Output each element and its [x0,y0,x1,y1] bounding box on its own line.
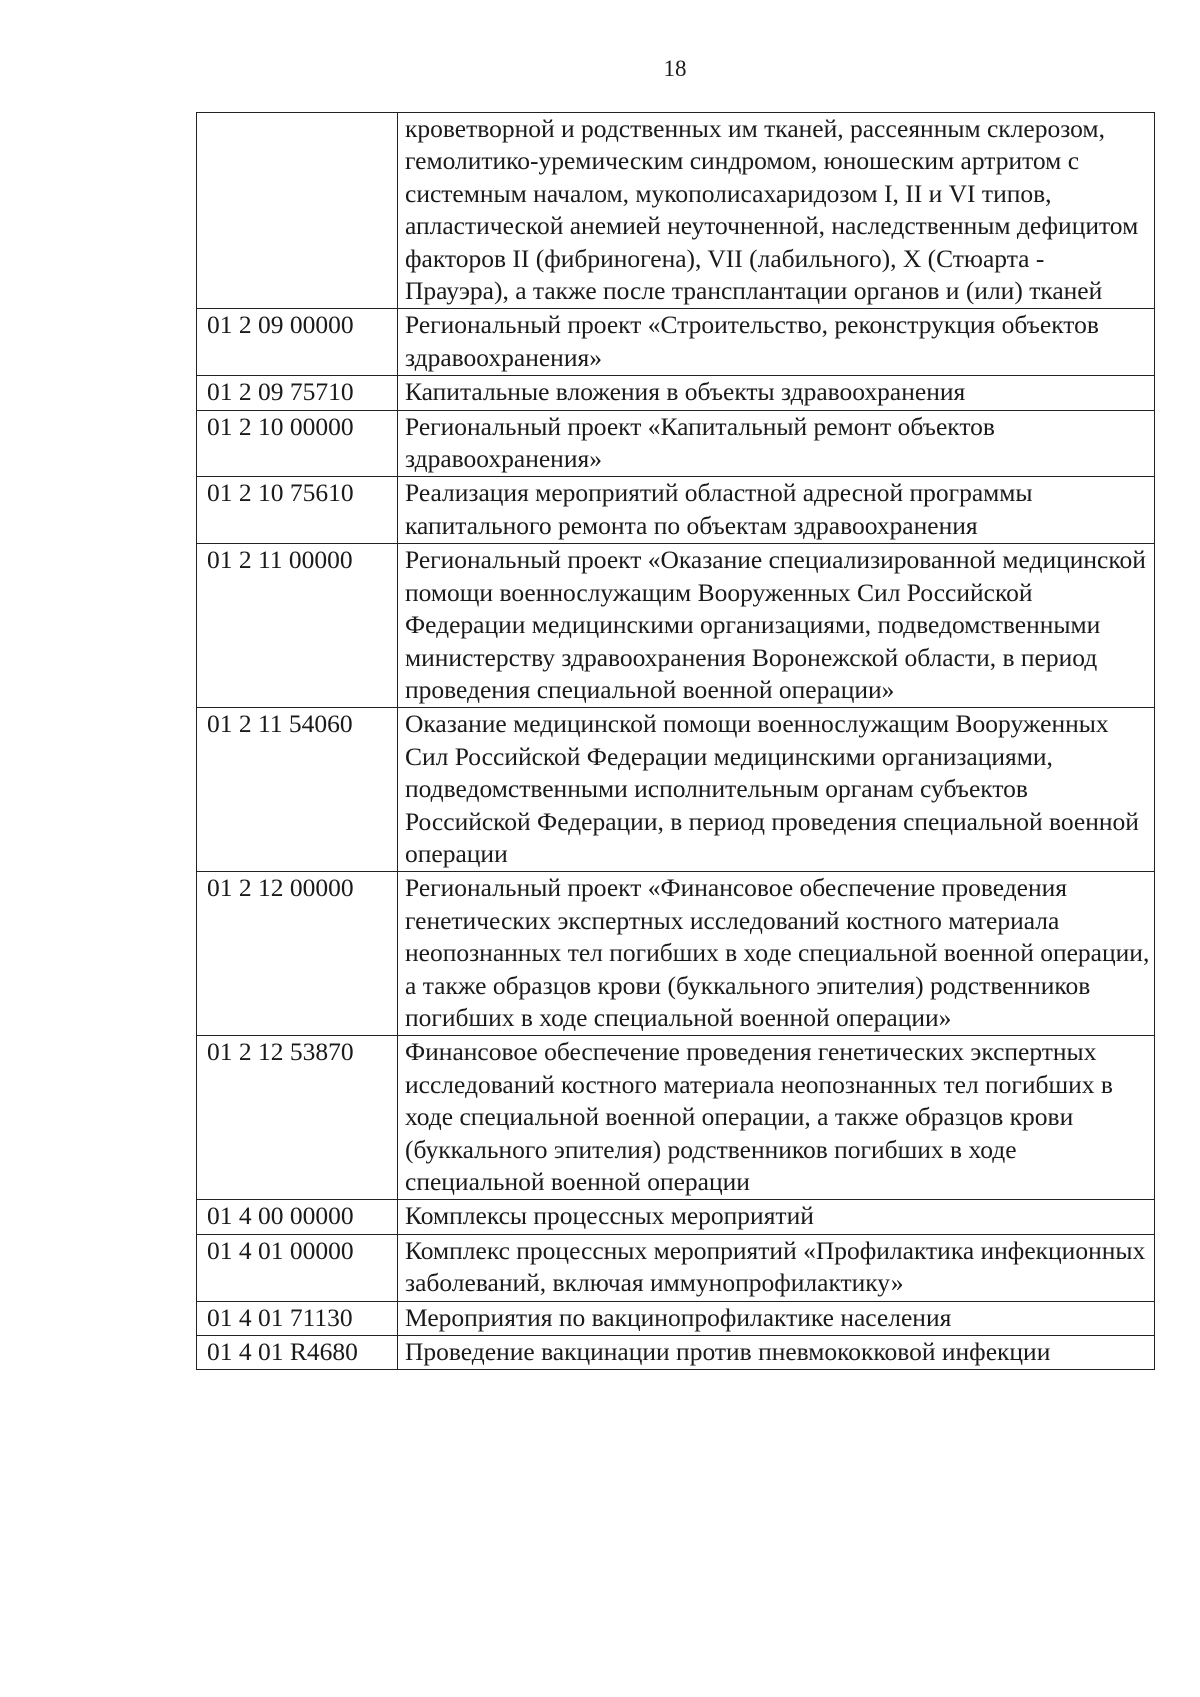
classification-code: 01 4 00 00000 [197,1200,398,1234]
classification-code [197,113,398,309]
row-description: Региональный проект «Оказание специализированной медицинской помощи военнослужащим Вооруженных Сил Российской Федерации медицинскими организациями, подведомственными министерству здравоохранения Воронежской области, в период проведения специальной военной операции» [398,544,1155,708]
row-description: Оказание медицинской помощи военнослужащим Вооруженных Сил Российской Федерации медицинскими организациями, подведомственными исполнительным органам субъектов Российской Федерации, в период проведения специальной военной операции [398,708,1155,872]
row-description: кроветворной и родственных им тканей, рассеянным склерозом, гемолитико-уремическим синдромом, юношеским артритом с системным началом, мукополисахаридозом I, II и VI типов, апластической анемией неуточненной, наследственным дефицитом факторов II (фибриногена), VII (лабильного), X (Стюарта - Прауэра), а также после трансплантации органов и (или) тканей [398,113,1155,309]
budget-classification-table [196,112,1155,1370]
table-row [197,113,1155,309]
classification-code: 01 2 10 00000 [197,410,398,477]
table-row [197,872,1155,1036]
table-row [197,1301,1155,1335]
classification-code: 01 4 01 00000 [197,1234,398,1301]
row-description: Региональный проект «Финансовое обеспечение проведения генетических экспертных исследований костного материала неопознанных тел погибших в ходе специальной военной операции, а также образцов крови (буккального эпителия) родственников погибших в ходе специальной военной операции» [398,872,1155,1036]
page-number: 18 [663,56,687,81]
row-description: Комплекс процессных мероприятий «Профилактика инфекционных заболеваний, включая иммунопрофилактику» [398,1234,1155,1301]
table-row [197,309,1155,376]
classification-code: 01 4 01 71130 [197,1301,398,1335]
row-description: Комплексы процессных мероприятий [398,1200,1155,1234]
row-description: Мероприятия по вакцинопрофилактике населения [398,1301,1155,1335]
classification-code: 01 2 11 54060 [197,708,398,872]
classification-code: 01 4 01 R4680 [197,1336,398,1370]
classification-code: 01 2 09 00000 [197,309,398,376]
classification-code: 01 2 09 75710 [197,376,398,410]
table-row [197,708,1155,872]
classification-code: 01 2 12 53870 [197,1036,398,1200]
table-row [197,376,1155,410]
classification-code: 01 2 10 75610 [197,477,398,544]
row-description: Региональный проект «Строительство, реконструкция объектов здравоохранения» [398,309,1155,376]
table-row [197,1200,1155,1234]
row-description: Проведение вакцинации против пневмококковой инфекции [398,1336,1155,1370]
classification-code: 01 2 11 00000 [197,544,398,708]
table-row [197,544,1155,708]
row-description: Капитальные вложения в объекты здравоохранения [398,376,1155,410]
table-row [197,410,1155,477]
table-row [197,1336,1155,1370]
row-description: Финансовое обеспечение проведения генетических экспертных исследований костного материала неопознанных тел погибших в ходе специальной военной операции, а также образцов крови (буккального эпителия) родственников погибших в ходе специальной военной операции [398,1036,1155,1200]
row-description: Реализация мероприятий областной адресной программы капитального ремонта по объектам здравоохранения [398,477,1155,544]
classification-code: 01 2 12 00000 [197,872,398,1036]
table-row [197,1234,1155,1301]
table-row [197,1036,1155,1200]
row-description: Региональный проект «Капитальный ремонт объектов здравоохранения» [398,410,1155,477]
table-row [197,477,1155,544]
